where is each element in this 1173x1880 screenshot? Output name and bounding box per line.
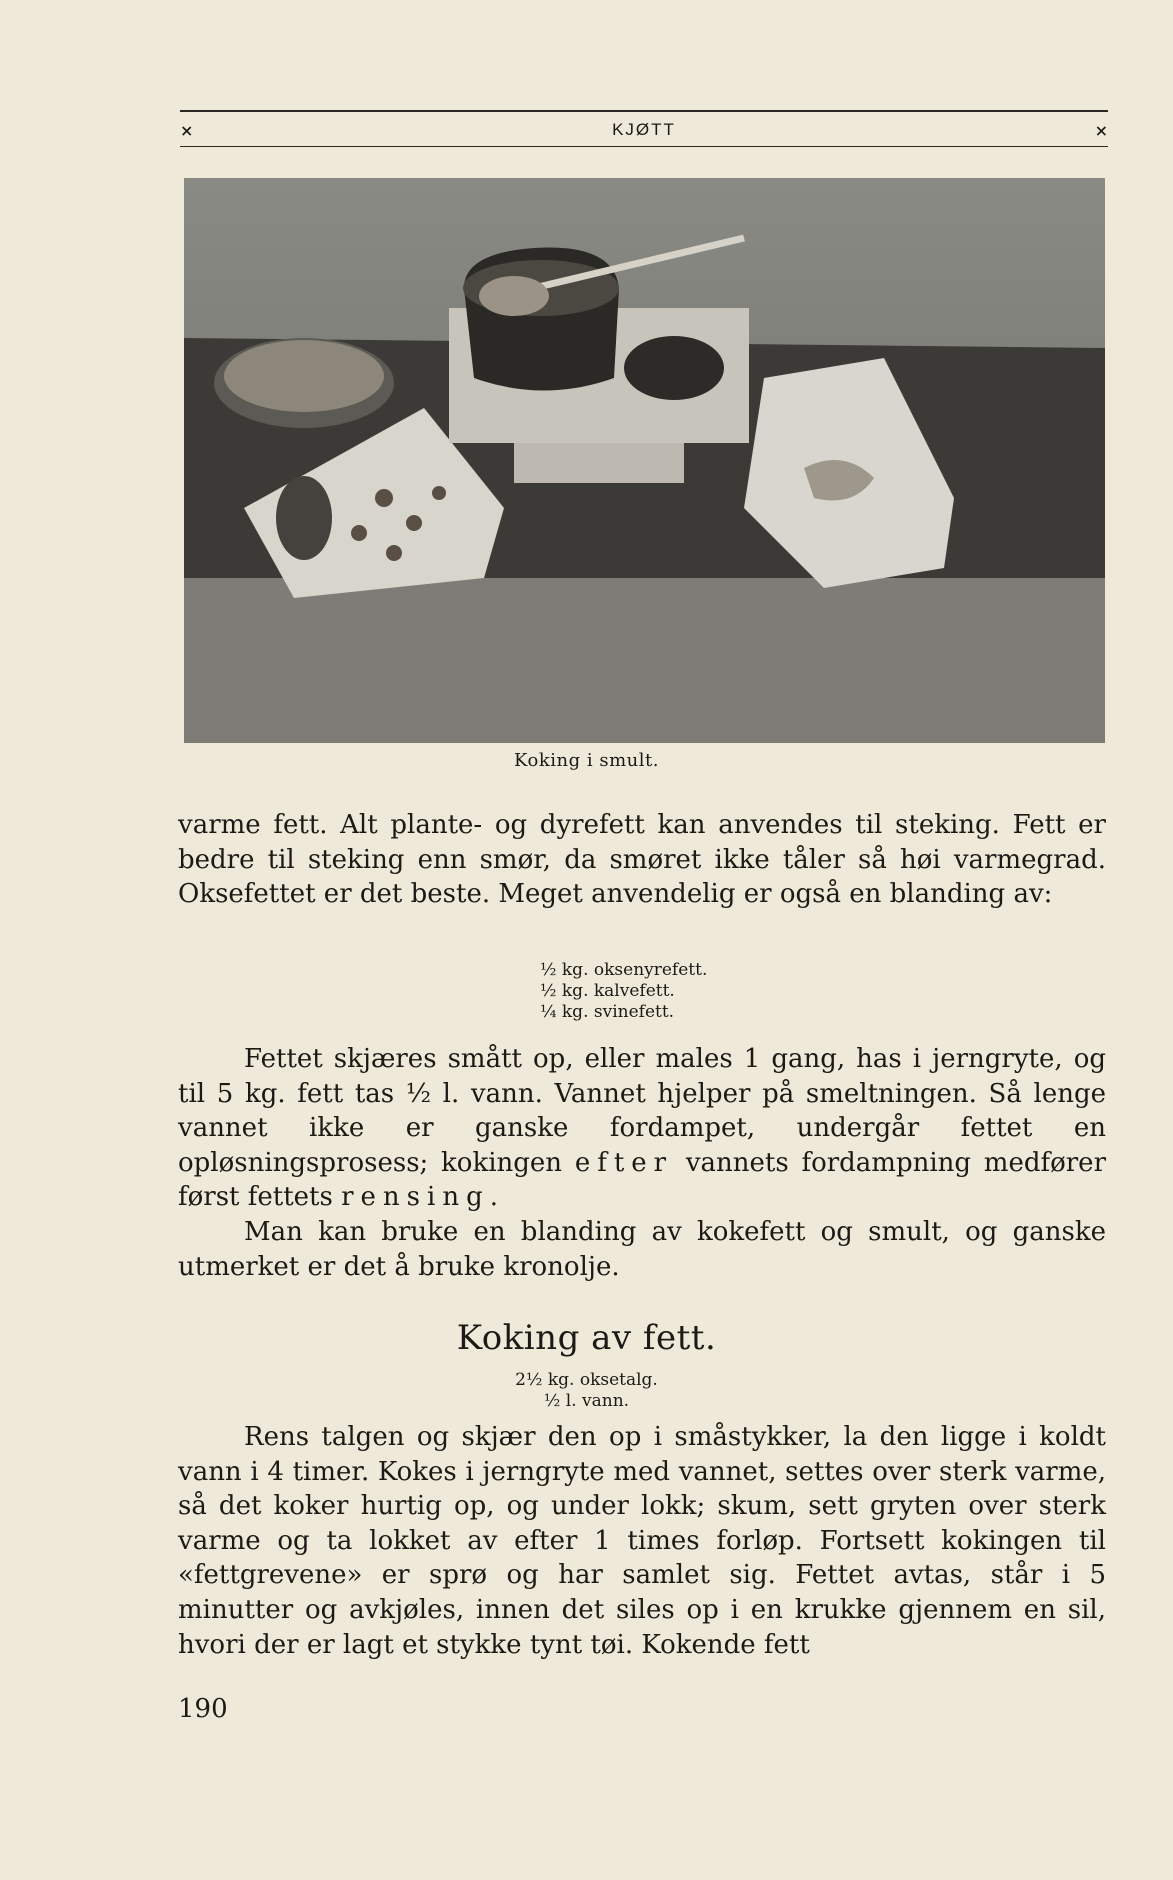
ingredient-list-tallow (0, 1370, 1173, 1412)
ingredient-item: ½ l. vann. (543, 1391, 630, 1411)
paragraph-tallow-method (178, 1420, 1106, 1662)
ingredient-item: ½ kg. oksenyrefett. (540, 960, 708, 980)
paragraph-rendering (178, 1042, 1106, 1284)
page-number: 190 (178, 1694, 228, 1724)
header-ornament-left: × (180, 121, 194, 140)
paragraph-text-part: vannets fordampning medfører først fettets (178, 1147, 1106, 1213)
cooking-photograph (184, 178, 1105, 743)
paragraph-text: Man kan bruke en blanding av kokefett og smult, og ganske utmerket er det å bruke kronolje. (178, 1216, 1106, 1282)
ingredient-item: ¼ kg. svinefett. (540, 1002, 675, 1022)
photograph-icon (184, 178, 1105, 743)
emphasis-text: rensing (341, 1182, 490, 1213)
paragraph-text (178, 1042, 1106, 1215)
ingredient-list-fat-blend (540, 960, 940, 1023)
header-rule-top (180, 110, 1108, 112)
header-rule-bottom (180, 146, 1108, 147)
ingredient-item: 2½ kg. oksetalg. (515, 1370, 658, 1390)
photo-caption: Koking i smult. (514, 750, 659, 771)
section-heading: Koking av fett. (456, 1318, 717, 1358)
running-header (180, 110, 1108, 150)
paragraph-text-part: Fettet skjæres smått op, eller males 1 gang, has i jerngryte, og til 5 kg. fett tas ½ l. vann. Vannet hjelper på smeltningen. Så lenge vannet ikke er ganske fordampet, undergår fettet en opløsningsprosess; kokingen (178, 1044, 1106, 1178)
paragraph-text: Rens talgen og skjær den op i småstykker, la den ligge i koldt vann i 4 timer. Kokes i jerngryte med vannet, settes over sterk varme, så det koker hurtig op, og under lokk; skum, sett gryten over sterk varme og ta lokket av efter 1 times forløp. Fortsett kokingen til «fettgrevene» er sprø og har samlet sig. Fettet avtas, står i 5 minutter og avkjøles, innen det siles op i en krukke gjennem en sil, hvori der er lagt et stykke tynt tøi. Kokende fett (178, 1422, 1106, 1660)
paragraph-intro (178, 808, 1106, 912)
paragraph-text: varme fett. Alt plante- og dyrefett kan anvendes til steking. Fett er bedre til steking enn smør, da smøret ikke tåler så høi varmegrad. Oksefettet er det beste. Meget anvendelig er også en blanding av: (178, 810, 1106, 910)
header-ornament-right: × (1094, 121, 1108, 140)
paragraph-text-part: . (489, 1182, 498, 1213)
ingredient-item: ½ kg. kalvefett. (540, 981, 675, 1001)
emphasis-text: efter (574, 1147, 674, 1178)
running-header-title: KJØTT (612, 120, 676, 139)
